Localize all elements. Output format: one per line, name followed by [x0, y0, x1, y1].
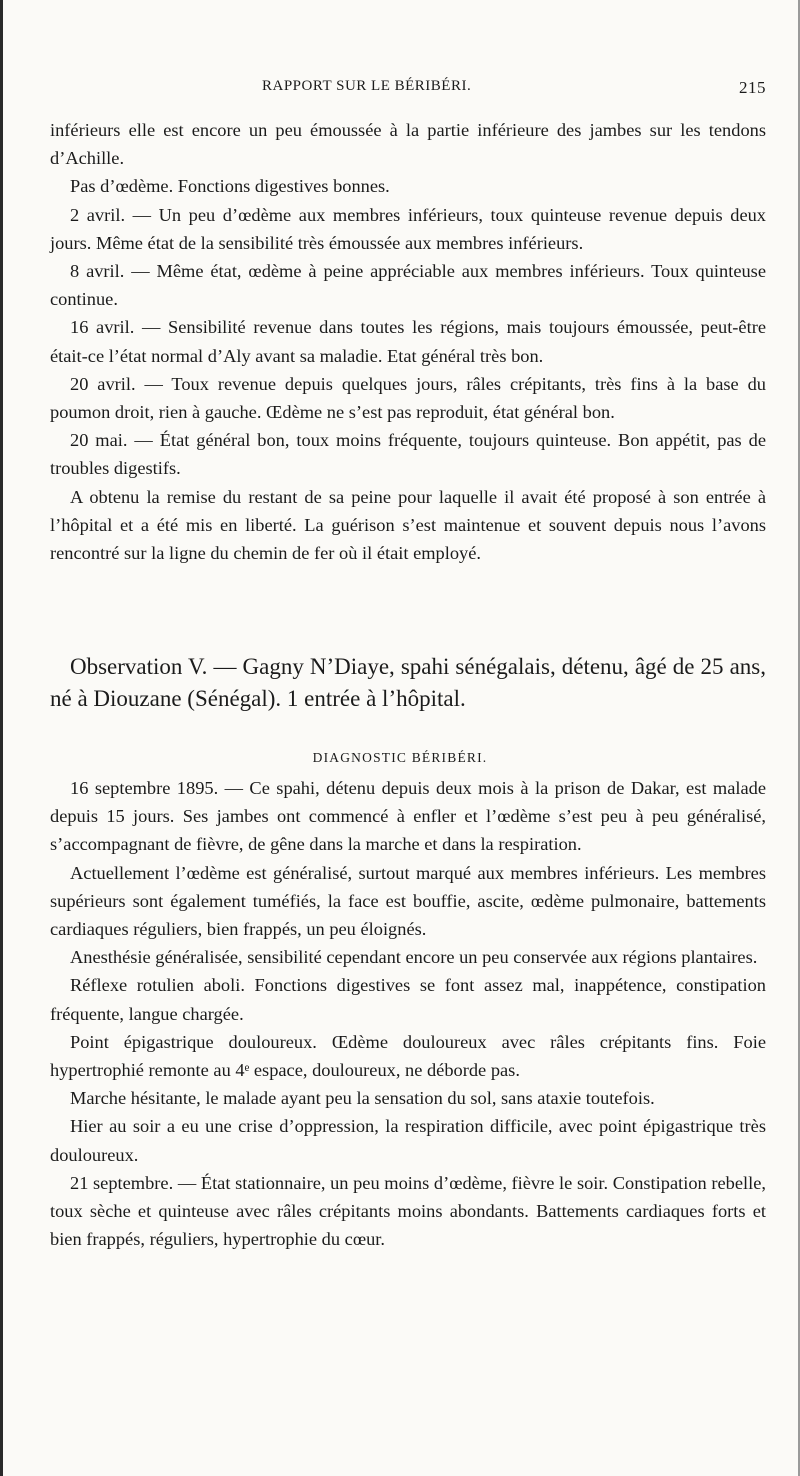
paragraph: A obtenu la remise du restant de sa peine pour laquelle il avait été proposé à son entrée à l’hôpital et a été mis en liberté. La guérison s’est maintenue et souvent depuis nous l’avons rencontré sur la ligne du chemin de fer où il était employé. [50, 486, 766, 564]
paragraph: 21 septembre. — État stationnaire, un peu moins d’œdème, fièvre le soir. Constipation rebelle, toux sèche et quinteuse avec râles crépitants moins abondants. Battements cardiaques forts et bien frappés, réguliers, hypertrophie du cœur. [50, 1172, 766, 1250]
paragraph: 16 septembre 1895. — Ce spahi, détenu depuis deux mois à la prison de Dakar, est malade depuis 15 jours. Ses jambes ont commencé à enfler et l’œdème s’est peu à peu généralisé, s’accompagnant de fièvre, de gêne dans la marche et dans la respiration. [50, 778, 766, 855]
page-number: 215 [739, 78, 766, 97]
observation-text: — Gagny N’Diaye, spahi sénégalais, détenu, âgé de 25 ans, né à Diouzane (Sénégal). 1 entrée à l’hôpital. [50, 654, 766, 711]
paragraph: inférieurs elle est encore un peu émoussée à la partie inférieure des jambes sur les tendons d’Achille. [50, 120, 766, 169]
paragraph: 16 avril. — Sensibilité revenue dans toutes les régions, mais toujours émoussée, peut-être était-ce l’état normal d’Aly avant sa maladie. Etat général très bon. [50, 317, 766, 366]
paragraph: 2 avril. — Un peu d’œdème aux membres inférieurs, toux quinteuse revenue depuis deux jours. Même état de la sensibilité très émoussée aux membres inférieurs. [50, 204, 766, 253]
observation-label: Observation V. [70, 654, 208, 679]
paragraph: Actuellement l’œdème est généralisé, surtout marqué aux membres inférieurs. Les membres supérieurs sont également tuméfiés, la face est bouffie, ascite, œdème pulmonaire, battements cardiaques réguliers, bien frappés, un peu éloignés. [50, 862, 766, 940]
paragraph: 20 mai. — État général bon, toux moins fréquente, toujours quinteuse. Bon appétit, pas de troubles digestifs. [50, 430, 766, 479]
paragraph: Marche hésitante, le malade ayant peu la sensation du sol, sans ataxie toutefois. [70, 1088, 655, 1109]
paragraph: Pas d’œdème. Fonctions digestives bonnes. [70, 176, 390, 197]
diagnosis-heading: DIAGNOSTIC BÉRIBÉRI. [312, 750, 488, 765]
paragraph: 20 avril. — Toux revenue depuis quelques jours, râles crépitants, très fins à la base du poumon droit, rien à gauche. Œdème ne s’est pas reproduit, état général bon. [50, 373, 766, 423]
running-title: RAPPORT SUR LE BÉRIBÉRI. [262, 78, 472, 94]
case-notes-continued [50, 116, 766, 567]
page-header [50, 78, 766, 104]
paragraph: Réflexe rotulien aboli. Fonctions digestives se font assez mal, inappétence, constipation fréquente, langue chargée. [50, 975, 766, 1024]
observation-heading [50, 651, 766, 715]
paragraph: Point épigastrique douloureux. Œdème douloureux avec râles crépitants fins. Foie hypertrophié remonte au 4ᵉ espace, douloureux, ne déborde pas. [50, 1031, 766, 1081]
paragraph: Anesthésie généralisée, sensibilité cependant encore un peu conservée aux régions plantaires. [70, 947, 758, 968]
paragraph: Hier au soir a eu une crise d’oppression, la respiration difficile, avec point épigastrique très douloureux. [50, 1116, 766, 1165]
case-notes-observation-v [50, 774, 766, 1253]
paragraph: 8 avril. — Même état, œdème à peine appréciable aux membres inférieurs. Toux quinteuse continue. [50, 261, 766, 310]
page-left-edge [0, 0, 3, 1476]
